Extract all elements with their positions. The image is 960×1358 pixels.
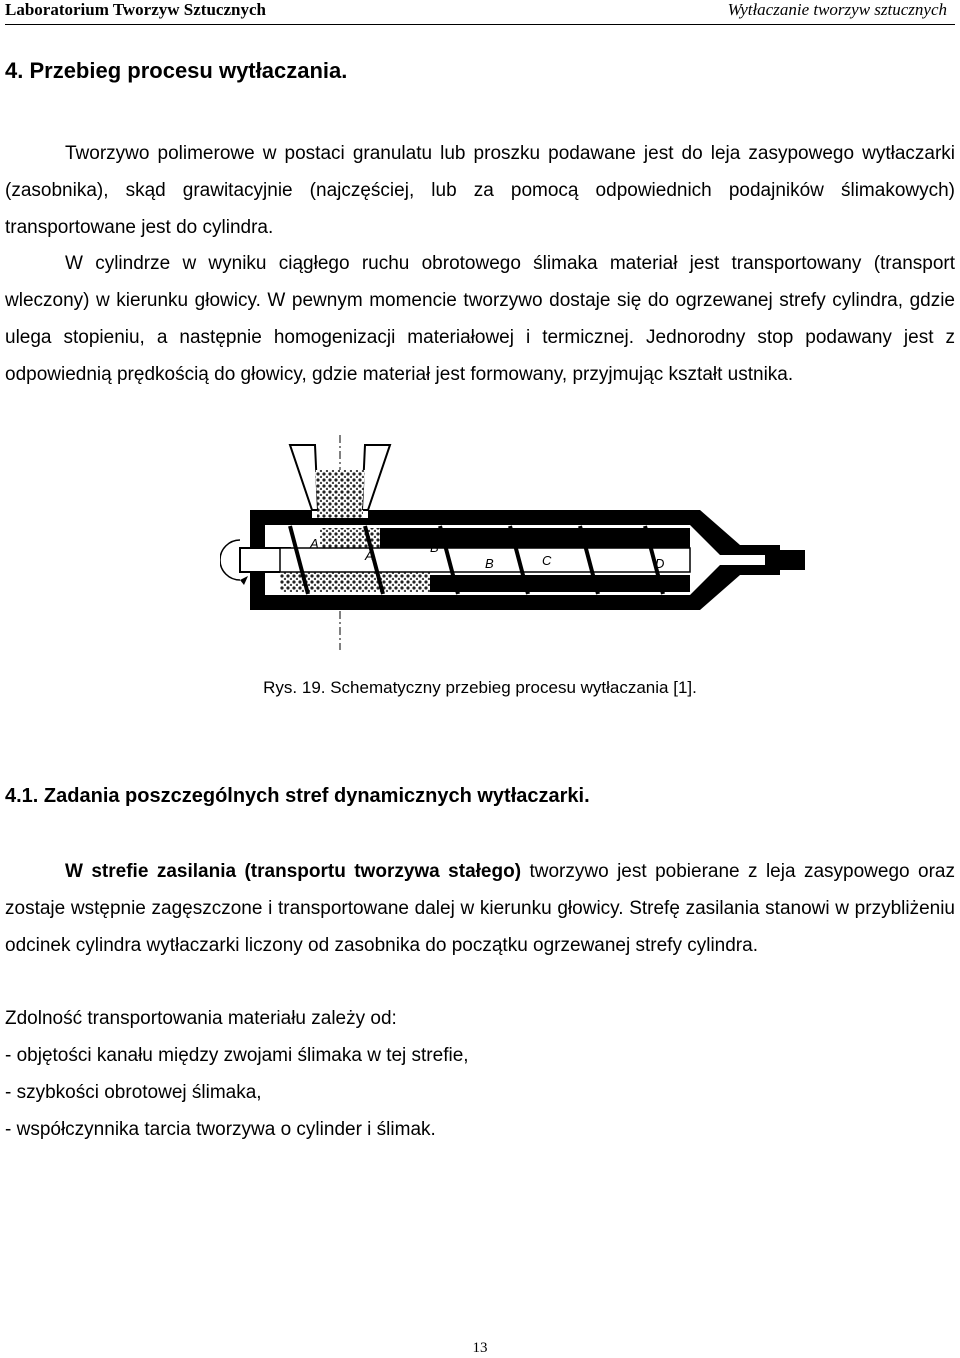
rotation-arrow-icon bbox=[220, 540, 240, 580]
paragraph-3 bbox=[5, 853, 955, 964]
hopper-left-wall bbox=[290, 445, 318, 510]
zone-label: C bbox=[542, 553, 552, 568]
zone-label: C bbox=[490, 532, 500, 547]
zone-label: A bbox=[365, 548, 374, 563]
paragraph-3-bold: W strefie zasilania (transportu tworzywa stałego) bbox=[65, 861, 522, 882]
zone-label: D bbox=[655, 556, 665, 571]
melt-top bbox=[380, 528, 690, 548]
rotation-arrowhead-icon bbox=[240, 576, 248, 585]
subsection-title: 4.1. Zadania poszczególnych stref dynamicznych wytłaczarki. bbox=[5, 785, 590, 807]
extruder-diagram bbox=[220, 430, 810, 670]
paragraph-3-text: tworzywo jest pobierane z leja zasypowego oraz zostaje wstępnie zagęszczone i transportowane dalej w kierunku głowicy. Strefę zasilania stanowi w przybliżeniu odcinek cylindra wytłaczarki liczony od zasobnika do początku ogrzewanej strefy cylindra. bbox=[5, 861, 955, 956]
page-number: 13 bbox=[472, 1340, 488, 1356]
zone-label: B bbox=[430, 540, 439, 555]
figure-caption: Rys. 19. Schematyczny przebieg procesu wytłaczania [1]. bbox=[263, 678, 697, 697]
list-item: - objętości kanału między zwojami ślimaka w tej strefie, bbox=[5, 1045, 469, 1066]
melt-bottom bbox=[430, 575, 690, 592]
zone-label: D bbox=[605, 536, 615, 551]
paragraph-1: Tworzywo polimerowe w postaci granulatu lub proszku podawane jest do leja zasypowego wytłaczarki (zasobnika), skąd grawitacyjnie (najczęściej, lub za pomocą odpowiednich podajników ślimakowych) transportowane jest do cylindra. bbox=[5, 143, 955, 238]
hopper-right-wall bbox=[362, 445, 390, 510]
zone-label: A bbox=[310, 536, 319, 551]
header-left-text: Laboratorium Tworzyw Sztucznych bbox=[5, 0, 266, 19]
list-item: - współczynnika tarcia tworzywa o cylinder i ślimak. bbox=[5, 1119, 436, 1140]
zone-label: B bbox=[485, 556, 494, 571]
running-header bbox=[5, 0, 955, 22]
die-nozzle bbox=[765, 550, 805, 570]
list-item: - szybkości obrotowej ślimaka, bbox=[5, 1082, 262, 1103]
header-rule bbox=[5, 24, 955, 25]
paragraph-2: W cylindrze w wyniku ciągłego ruchu obrotowego ślimaka materiał jest transportowany (transport wleczony) w kierunku głowicy. W pewnym momencie tworzywo dostaje się do ogrzewanej strefy cylindra, gdzie ulega stopieniu, a następnie homogenizacji materiałowej i termicznej. Jednorodny stop podawany jest z odpowiednią prędkością do głowicy, gdzie materiał jest formowany, przyjmując kształt ustnika. bbox=[5, 253, 955, 385]
list-intro: Zdolność transportowania materiału zależy od: bbox=[5, 1008, 397, 1029]
hopper-granulate bbox=[315, 470, 365, 510]
section-title: 4. Przebieg procesu wytłaczania. bbox=[5, 58, 348, 83]
header-right-text: Wytłaczanie tworzyw sztucznych bbox=[727, 0, 947, 19]
